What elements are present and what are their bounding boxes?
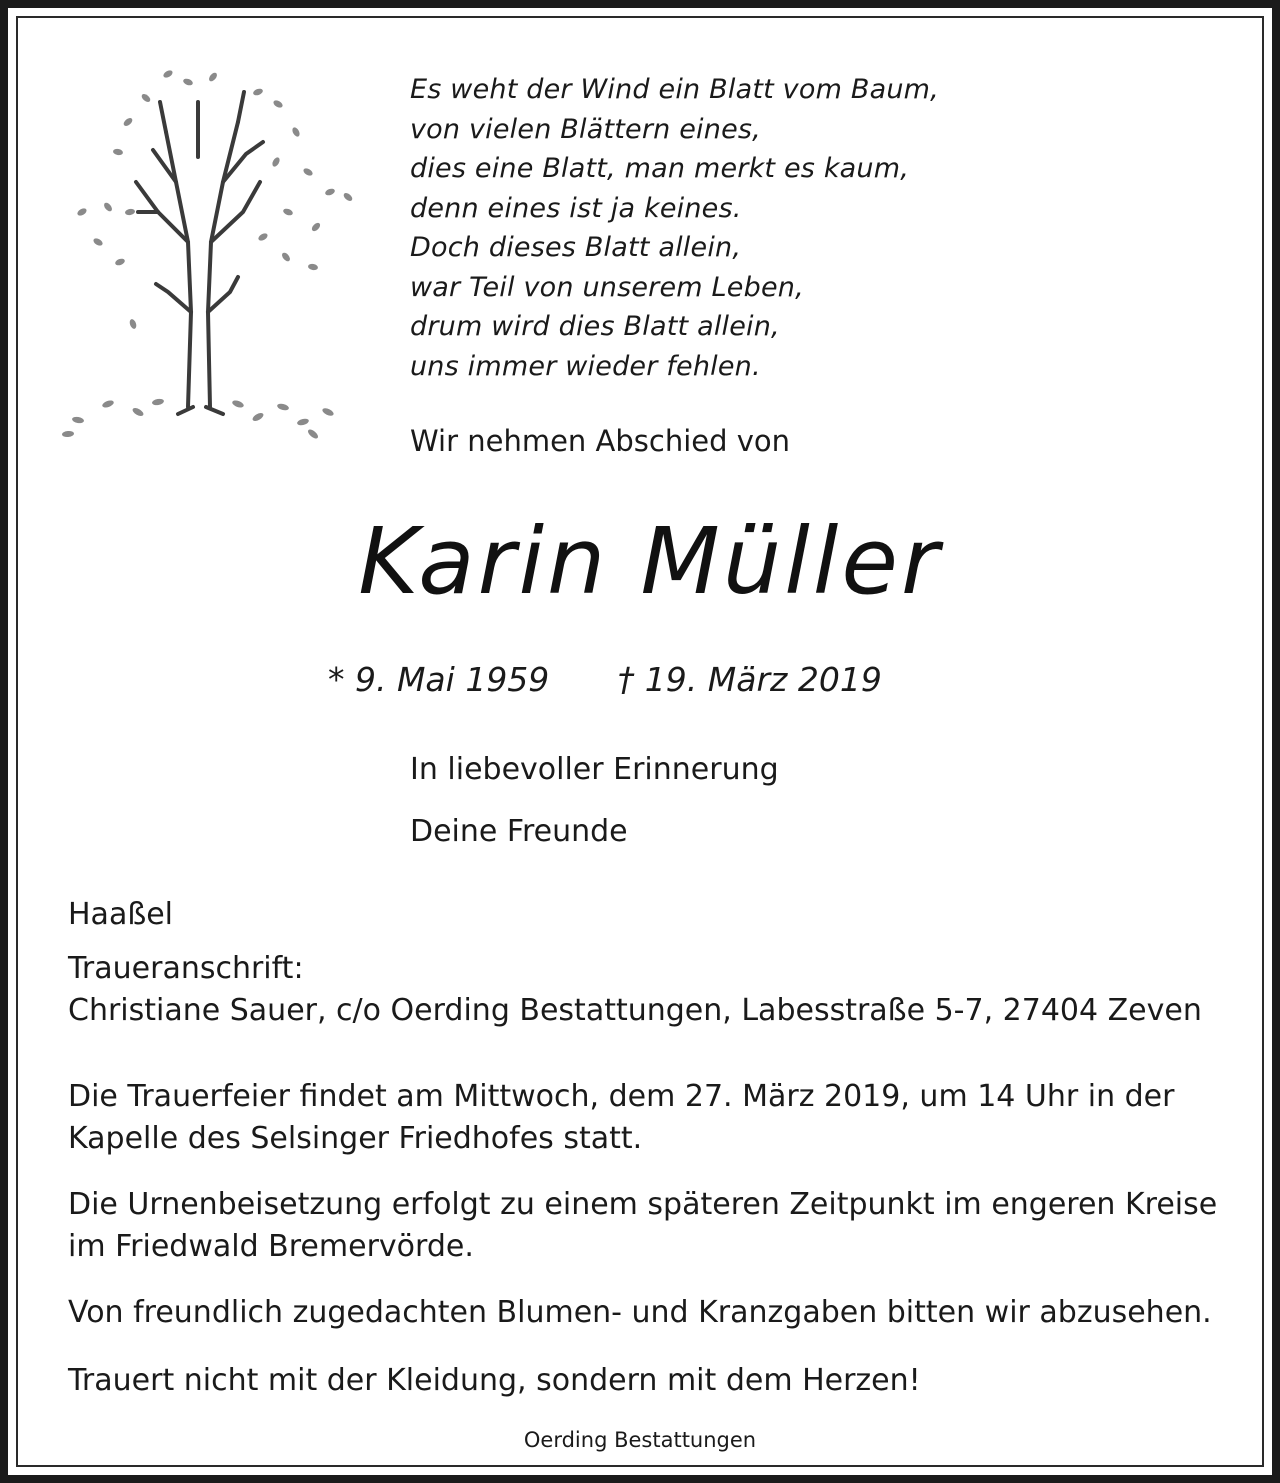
memory-text: In liebevoller Erinnerung xyxy=(410,752,779,787)
tree-icon xyxy=(48,62,368,452)
notice-ceremony xyxy=(68,1076,1174,1160)
notice-flowers: Von freundlich zugedachten Blumen- und Kranzgaben bitten wir abzusehen. xyxy=(68,1295,1212,1330)
poem-line: drum wird dies Blatt allein, xyxy=(410,311,780,342)
life-dates xyxy=(328,660,882,699)
notice-line: Die Urnenbeisetzung erfolgt zu einem späteren Zeitpunkt im engeren Kreise xyxy=(68,1187,1218,1222)
birth-date: * 9. Mai 1959 xyxy=(328,660,550,699)
signature-text: Deine Freunde xyxy=(410,814,628,849)
poem-line: von vielen Blättern eines, xyxy=(410,113,761,145)
poem-line: dies eine Blatt, man merkt es kaum, xyxy=(410,153,910,184)
poem-line: denn eines ist ja keines. xyxy=(410,192,742,224)
address-value: Christiane Sauer, c/o Oerding Bestattungen, Labesstraße 5-7, 27404 Zeven xyxy=(68,993,1202,1028)
death-date: † 19. März 2019 xyxy=(617,660,882,699)
deceased-name: Karin Müller xyxy=(358,508,942,615)
notice-line: Kapelle des Selsinger Friedhofes statt. xyxy=(68,1121,643,1156)
poem-line: war Teil von unserem Leben, xyxy=(410,271,804,303)
footer-funeral-home: Oerding Bestattungen xyxy=(523,1428,757,1452)
poem xyxy=(410,70,939,386)
notice-closing: Trauert nicht mit der Kleidung, sondern mit dem Herzen! xyxy=(68,1363,921,1398)
address-label: Traueranschrift: xyxy=(68,951,304,986)
poem-line: uns immer wieder fehlen. xyxy=(410,350,761,382)
farewell-text: Wir nehmen Abschied von xyxy=(410,424,791,458)
notice-line: Die Trauerfeier findet am Mittwoch, dem 27. März 2019, um 14 Uhr in der xyxy=(68,1079,1175,1114)
notice-line: im Friedwald Bremervörde. xyxy=(68,1229,474,1264)
notice-burial xyxy=(68,1184,1217,1268)
location-text: Haaßel xyxy=(68,897,174,932)
poem-line: Doch dieses Blatt allein, xyxy=(410,232,742,263)
poem-line: Es weht der Wind ein Blatt vom Baum, xyxy=(410,74,939,105)
